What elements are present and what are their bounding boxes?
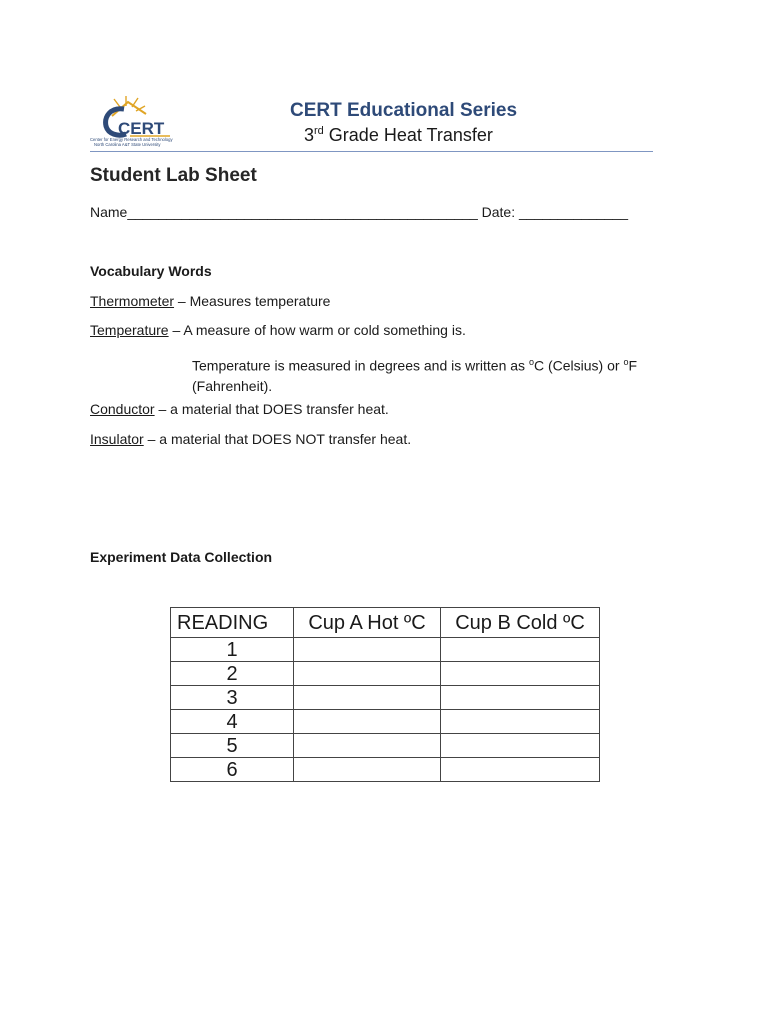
reading-number: 5 bbox=[171, 734, 294, 758]
series-title: CERT Educational Series bbox=[290, 100, 518, 121]
cup-a-cell[interactable] bbox=[294, 662, 441, 686]
note-text: C (Celsius) or bbox=[533, 357, 624, 374]
vocab-term: Conductor bbox=[90, 401, 155, 417]
date-blank: ______________ bbox=[519, 204, 629, 220]
header-divider bbox=[90, 151, 653, 152]
temperature-note bbox=[192, 352, 692, 396]
page-title: Student Lab Sheet bbox=[90, 165, 257, 186]
table-row bbox=[171, 710, 600, 734]
cup-a-cell[interactable] bbox=[294, 686, 441, 710]
name-date-line bbox=[90, 204, 628, 220]
logo-wordmark: CERT bbox=[118, 119, 165, 138]
table-row bbox=[171, 686, 600, 710]
vocab-definition: – A measure of how warm or cold something is. bbox=[168, 322, 466, 338]
note-text: F (Fahrenheit). bbox=[192, 357, 638, 394]
column-header-cup-a: Cup A Hot ºC bbox=[294, 608, 441, 638]
cup-a-cell[interactable] bbox=[294, 734, 441, 758]
cup-b-cell[interactable] bbox=[441, 686, 600, 710]
cup-a-cell[interactable] bbox=[294, 638, 441, 662]
reading-number: 2 bbox=[171, 662, 294, 686]
table-header-row bbox=[171, 608, 600, 638]
vocab-item-insulator bbox=[90, 431, 411, 448]
page-subtitle bbox=[304, 125, 493, 146]
table-row bbox=[171, 734, 600, 758]
data-collection-table bbox=[170, 607, 600, 782]
column-header-cup-b: Cup B Cold ºC bbox=[441, 608, 600, 638]
cert-logo bbox=[88, 92, 188, 150]
logo-caption-line1: Center for Energy Research and Technology bbox=[90, 137, 173, 142]
vocab-definition: – a material that DOES NOT transfer heat. bbox=[143, 431, 412, 447]
degree-mark: o bbox=[623, 357, 629, 367]
vocab-definition: – Measures temperature bbox=[174, 293, 331, 309]
vocab-item-temperature bbox=[90, 322, 466, 339]
reading-number: 1 bbox=[171, 638, 294, 662]
name-blank: _____________________________________________ bbox=[127, 204, 478, 220]
column-header-reading: READING bbox=[171, 608, 294, 638]
vocab-definition: – a material that DOES transfer heat. bbox=[154, 401, 389, 417]
reading-number: 6 bbox=[171, 758, 294, 782]
vocab-item-conductor bbox=[90, 401, 389, 418]
grade-ordinal: rd bbox=[314, 125, 324, 137]
subtitle-text: Grade Heat Transfer bbox=[323, 125, 493, 145]
name-label: Name bbox=[90, 204, 128, 220]
table-row bbox=[171, 638, 600, 662]
logo-caption-line2: North Carolina A&T State University bbox=[94, 142, 161, 147]
vocab-term: Insulator bbox=[90, 431, 144, 447]
note-text: Temperature is measured in degrees and is written as bbox=[192, 357, 529, 374]
table-row bbox=[171, 758, 600, 782]
degree-mark: o bbox=[528, 357, 534, 367]
vocab-item-thermometer bbox=[90, 293, 330, 310]
grade-number: 3 bbox=[304, 125, 315, 145]
cup-b-cell[interactable] bbox=[441, 758, 600, 782]
cup-a-cell[interactable] bbox=[294, 758, 441, 782]
cup-b-cell[interactable] bbox=[441, 710, 600, 734]
vocab-term: Temperature bbox=[90, 322, 169, 338]
cup-b-cell[interactable] bbox=[441, 638, 600, 662]
cup-b-cell[interactable] bbox=[441, 662, 600, 686]
date-label: Date: bbox=[477, 204, 519, 220]
reading-number: 3 bbox=[171, 686, 294, 710]
data-collection-heading: Experiment Data Collection bbox=[90, 549, 273, 565]
table-row bbox=[171, 662, 600, 686]
reading-number: 4 bbox=[171, 710, 294, 734]
vocab-term: Thermometer bbox=[90, 293, 175, 309]
vocabulary-heading: Vocabulary Words bbox=[90, 263, 212, 279]
cup-a-cell[interactable] bbox=[294, 710, 441, 734]
cup-b-cell[interactable] bbox=[441, 734, 600, 758]
